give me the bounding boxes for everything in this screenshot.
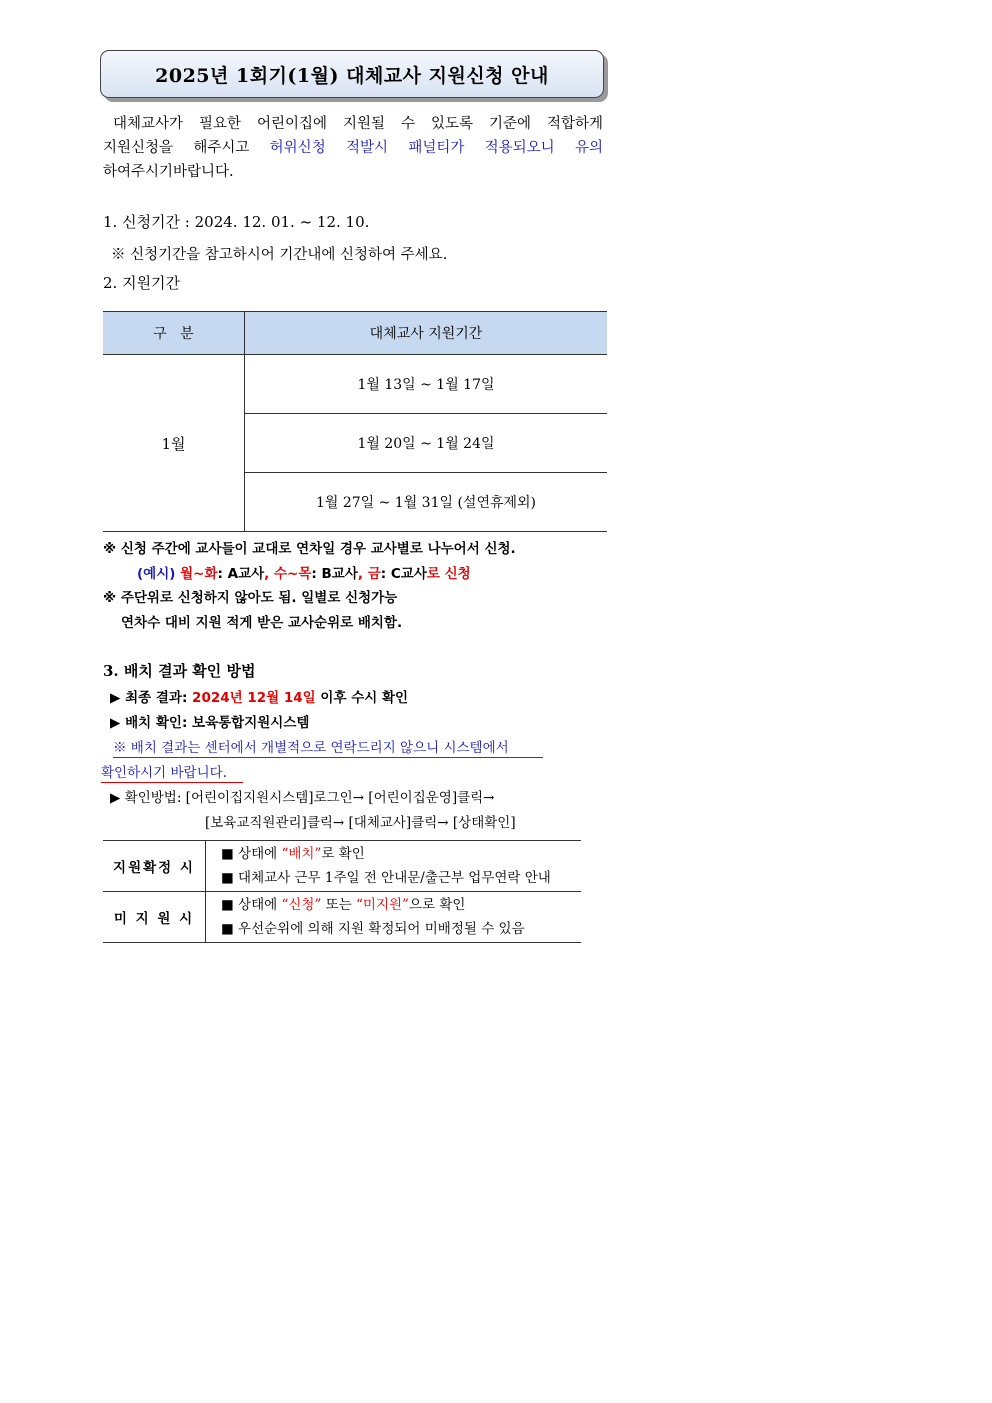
warning-line-2: [101, 761, 243, 783]
status-suffix: 으로 확인: [408, 897, 466, 913]
confirmed-label: 지원확정 시: [103, 841, 206, 892]
table-row: [103, 841, 581, 892]
check-method-line-2: [보육교직원관리]클릭→ [대체교사]클릭→ [상태확인]: [205, 815, 516, 831]
status-or: 또는: [321, 897, 357, 913]
example-line: (예시) 월~화: A교사, 수~목: B교사, 금: C교사로 신청: [137, 566, 471, 582]
period-cell: 1월 20일 ~ 1월 24일: [245, 414, 608, 473]
header-period: 대체교사 지원기간: [245, 312, 608, 355]
period-cell: 1월 13일 ~ 1월 17일: [245, 355, 608, 414]
status-placed: “배치”: [281, 846, 322, 862]
status-applied: “신청”: [281, 897, 322, 913]
table-header-row: [103, 312, 607, 355]
not-supported-detail-1: [207, 893, 580, 917]
intro-line-1: 대체교사가 필요한 어린이집에 지원될 수 있도록 기준에 적합하게: [113, 116, 603, 132]
example-label: (예시): [137, 566, 176, 582]
example-day-3: 금: [367, 566, 381, 582]
warning-text-2: 확인하시기 바랍니다.: [101, 761, 243, 783]
final-result-label: ▶ 최종 결과:: [110, 690, 193, 706]
section2-note-2: ※ 주단위로 신청하지 않아도 됨. 일별로 신청가능: [103, 590, 398, 606]
example-teacher-3: : C교사: [380, 566, 427, 582]
not-supported-detail-2: ■ 우선순위에 의해 지원 확정되어 미배정될 수 있음: [221, 921, 525, 937]
status-prefix: ■ 상태에: [221, 897, 282, 913]
page-title: 2025년 1회기(1월) 대체교사 지원신청 안내: [100, 50, 604, 98]
intro-line-2-text: 지원신청을 해주시고: [103, 140, 270, 156]
status-unsupported: “미지원”: [356, 897, 409, 913]
table-row: [103, 892, 581, 943]
final-result-after: 이후 수시 확인: [315, 690, 409, 706]
penalty-warning: 허위신청 적발시 패널티가 적용되오니 유의: [269, 140, 604, 156]
result-status-table: [103, 840, 581, 943]
intro-line-3: 하여주시기바랍니다.: [103, 164, 234, 180]
section2-heading: 2. 지원기간: [103, 274, 181, 292]
warning-text-1: ※ 배치 결과는 센터에서 개별적으로 연락드리지 않으니 시스템에서: [113, 736, 543, 758]
confirmed-detail-2: ■ 대체교사 근무 1주일 전 안내문/출근부 업무연락 안내: [221, 870, 551, 886]
section3-heading: 3. 배치 결과 확인 방법: [103, 662, 256, 680]
section2-note-3: 연차수 대비 지원 적게 받은 교사순위로 배치함.: [121, 615, 403, 631]
status-prefix: ■ 상태에: [221, 846, 282, 862]
final-result-date: 2024년 12월 14일: [192, 690, 316, 706]
section1-heading: 1. 신청기간 : 2024. 12. 01. ~ 12. 10.: [103, 213, 370, 231]
table-row: [103, 355, 607, 414]
final-result-line: [110, 686, 408, 706]
example-teacher-2: : B교사: [311, 566, 358, 582]
warning-line-1: [113, 736, 543, 758]
intro-line-2: [103, 136, 603, 160]
month-cell: 1월: [103, 355, 245, 532]
not-supported-label: 미 지 원 시: [103, 892, 206, 943]
placement-check-line: ▶ 배치 확인: 보육통합지원시스템: [110, 715, 310, 731]
section2-note-1: ※ 신청 주간에 교사들이 교대로 연차일 경우 교사별로 나누어서 신청.: [103, 541, 516, 557]
example-teacher-1: : A교사: [217, 566, 265, 582]
check-method-line-1: ▶ 확인방법: [어린이집지원시스템]로그인→ [어린이집운영]클릭→: [110, 790, 495, 806]
period-cell: 1월 27일 ~ 1월 31일 (설연휴제외): [245, 473, 608, 532]
example-end: 로 신청: [426, 566, 471, 582]
example-day-2: 수~목: [274, 566, 312, 582]
intro-paragraph: [103, 112, 603, 184]
header-category: 구 분: [103, 312, 245, 355]
confirmed-details: [206, 841, 582, 892]
support-period-table: [103, 311, 607, 532]
status-suffix: 로 확인: [321, 846, 365, 862]
example-day-1: 월~화: [180, 566, 218, 582]
section1-note: ※ 신청기간을 참고하시어 기간내에 신청하여 주세요.: [111, 247, 448, 263]
not-supported-details: [206, 892, 582, 943]
confirmed-detail-1: [207, 842, 580, 866]
